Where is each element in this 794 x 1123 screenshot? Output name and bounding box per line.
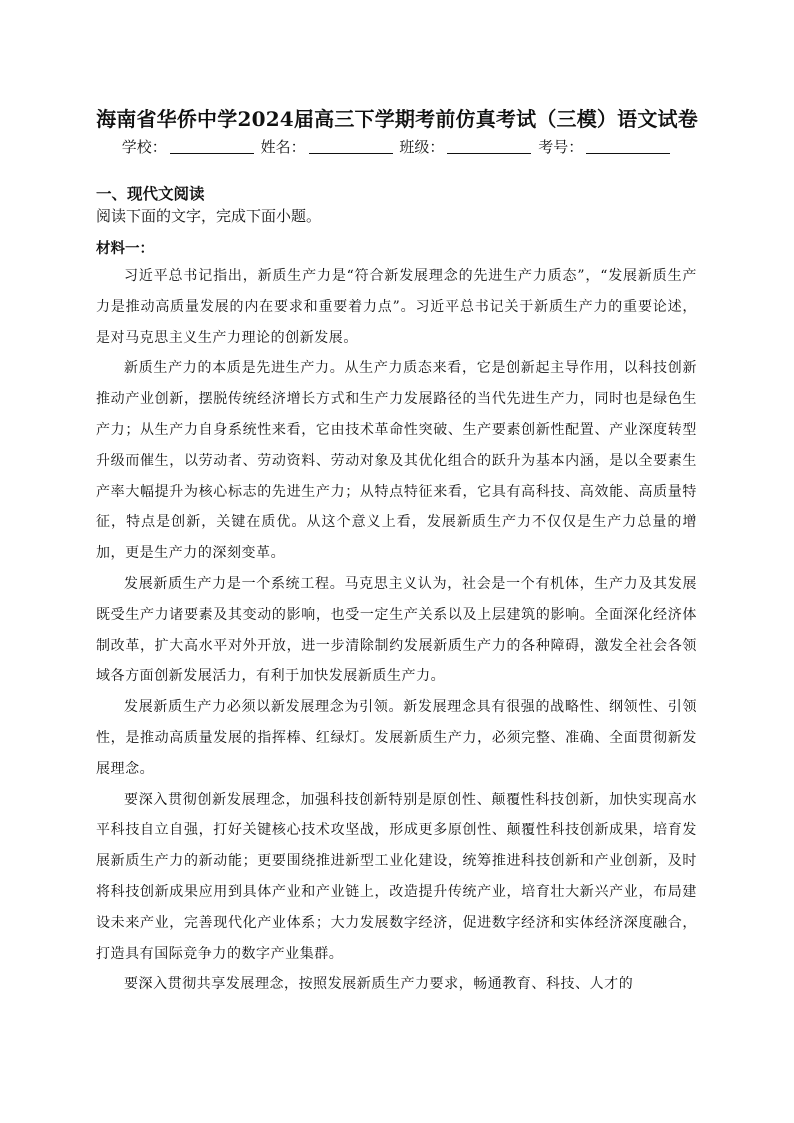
reading-instruction: 阅读下面的文字，完成下面小题。	[96, 207, 322, 225]
school-blank[interactable]	[170, 139, 254, 154]
name-blank[interactable]	[309, 139, 393, 154]
paragraph: 习近平总书记指出，新质生产力是“符合新发展理念的先进生产力质态”，“发展新质生产力是推动高质量发展的内在要求和重要着力点”。习近平总书记关于新质生产力的重要论述，是对马克思主义生产力理论的创新发展。	[96, 268, 697, 346]
school-label: 学校：	[121, 138, 167, 156]
class-blank[interactable]	[447, 139, 531, 154]
paragraph: 发展新质生产力是一个系统工程。马克思主义认为，社会是一个有机体，生产力及其发展既受生产力诸要素及其变动的影响，也受一定生产关系以及上层建筑的影响。全面深化经济体制改革，扩大高水平对外开放，进一步清除制约发展新质生产力的各种障碍，激发全社会各领域各方面创新发展活力，有利于加快发展新质生产力。	[96, 575, 697, 685]
paragraph: 要深入贯彻创新发展理念，加强科技创新特别是原创性、颠覆性科技创新，加快实现高水平科技自立自强，打好关键核心技术攻坚战，形成更多原创性、颠覆性科技创新成果，培育发展新质生产力的新动能；更要围绕推进新型工业化建设，统筹推进科技创新和产业创新，及时将科技创新成果应用到具体产业和产业链上，改造提升传统产业，培育壮大新兴产业，布局建设未来产业，完善现代化产业体系；大力发展数字经济，促进数字经济和实体经济深度融合，打造具有国际竞争力的数字产业集群。	[96, 791, 697, 962]
exam-title: 海南省华侨中学2024届高三下学期考前仿真考试（三模）语文试卷	[96, 107, 698, 131]
class-label: 班级：	[399, 138, 445, 156]
material-label: 材料一：	[96, 240, 154, 257]
name-label: 姓名：	[260, 138, 306, 156]
exam-number-blank[interactable]	[586, 139, 670, 154]
material-body	[96, 261, 697, 1000]
exam-number-label: 考号：	[538, 138, 584, 156]
paragraph: 要深入贯彻共享发展理念，按照发展新质生产力要求，畅通教育、科技、人才的	[124, 976, 634, 993]
paragraph: 新质生产力的本质是先进生产力。从生产力质态来看，它是创新起主导作用，以科技创新推动产业创新，摆脱传统经济增长方式和生产力发展路径的当代先进生产力，同时也是绿色生产力；从生产力自身系统性来看，它由技术革命性突破、生产要素创新性配置、产业深度转型升级而催生，以劳动者、劳动资料、劳动对象及其优化组合的跃升为基本内涵，是以全要素生产率大幅提升为核心标志的先进生产力；从特点特征来看，它具有高科技、高效能、高质量特征，特点是创新，关键在质优。从这个意义上看，发展新质生产力不仅仅是生产力总量的增加，更是生产力的深刻变革。	[96, 360, 697, 562]
paragraph: 发展新质生产力必须以新发展理念为引领。新发展理念具有很强的战略性、纲领性、引领性，是推动高质量发展的指挥棒、红绿灯。发展新质生产力，必须完整、准确、全面贯彻新发展理念。	[96, 699, 697, 777]
student-info-line	[0, 136, 794, 157]
section-heading: 一、现代文阅读	[96, 185, 205, 203]
